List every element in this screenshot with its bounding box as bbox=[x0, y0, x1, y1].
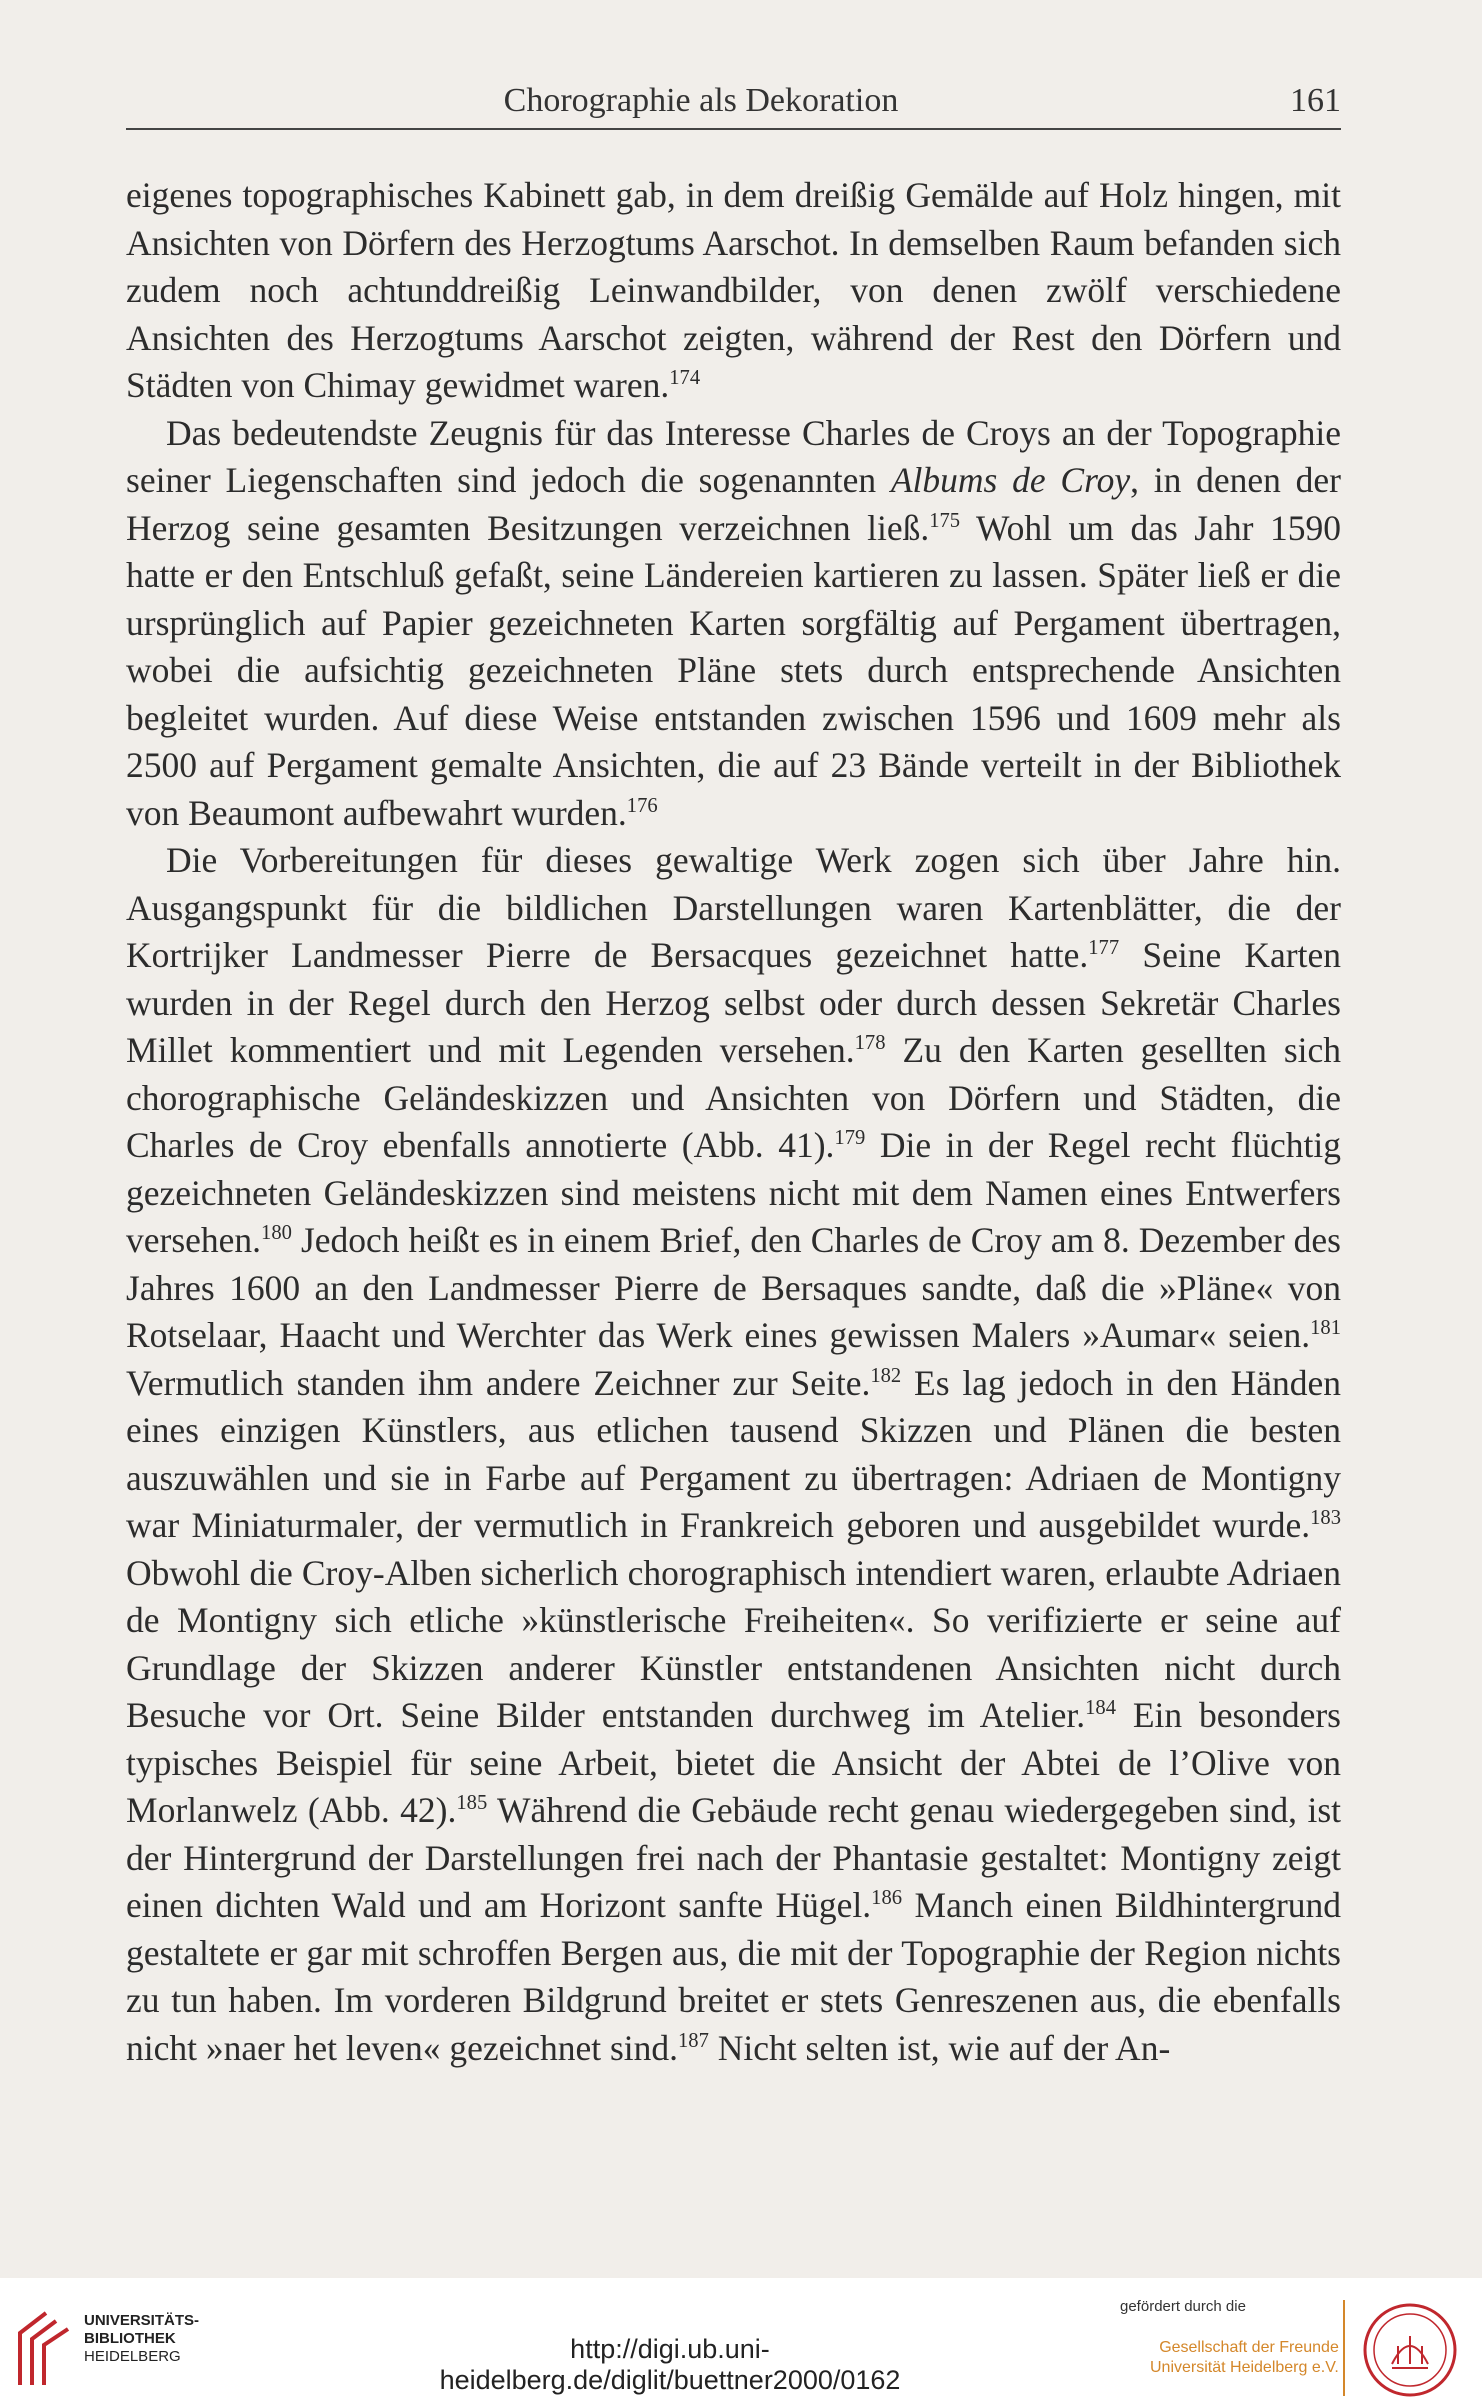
footnote-marker: 187 bbox=[678, 2029, 709, 2052]
university-seal-icon bbox=[1362, 2302, 1458, 2398]
footnote-marker: 175 bbox=[929, 509, 961, 532]
footnote-marker: 177 bbox=[1088, 937, 1120, 960]
footnote-marker: 179 bbox=[834, 1127, 866, 1150]
university-library-logo-icon bbox=[10, 2305, 76, 2387]
footnote-marker: 174 bbox=[669, 367, 701, 390]
paragraph bbox=[126, 410, 1341, 838]
text-run: Es lag jedoch in den Händen eines einzigen Künstlers, aus etlichen tausend Skizzen und Plänen die besten auszuwählen und sie in Farbe auf Pergament zu übertragen: Adriaen de Montigny war Miniaturmaler, der vermutlich in Frankreich geboren und ausgebildet wurde. bbox=[126, 1362, 1341, 1545]
footnote-marker: 180 bbox=[261, 1222, 292, 1245]
text-run: Die Vorbereitungen für dieses gewaltige Werk zogen sich über Jahre hin. Ausgangspunkt für die bildlichen Darstellungen waren Kartenblätter, die der Kortrijker Landmesser Pierre de Bersacques gezeichnet hatte. bbox=[126, 840, 1341, 975]
page-number: 161 bbox=[1290, 82, 1341, 119]
text-run: Manch einen Bildhintergrund gestaltete er gar mit schroffen Bergen aus, die mit der Topographie der Region nichts zu tun haben. Im vorderen Bildgrund breitet er stets Genreszenen aus, die ebenfalls nicht »naer het leven« gezeichnet sind. bbox=[126, 1885, 1342, 2068]
library-line-1: UNIVERSITÄTS- bbox=[84, 2312, 200, 2329]
text-run: Jedoch heißt es in einem Brief, den Charles de Croy am 8. Dezember des Jahres 1600 an den Landmesser Pierre de Bersaques sandte, daß die »Pläne« von Rotselaar, Haacht und Werchter das Werk eines gewissen Malers »Aumar« seien. bbox=[126, 1220, 1341, 1355]
footnote-marker: 184 bbox=[1085, 1697, 1116, 1720]
funded-by-label: gefördert durch die bbox=[1120, 2298, 1246, 2315]
body-text bbox=[126, 172, 1341, 2072]
footnote-marker: 178 bbox=[854, 1032, 886, 1055]
library-line-3: HEIDELBERG bbox=[84, 2348, 181, 2365]
footer-divider bbox=[1343, 2300, 1345, 2396]
text-run: Vermutlich standen ihm andere Zeichner zur Seite. bbox=[126, 1362, 871, 1403]
library-name bbox=[84, 2312, 199, 2366]
source-url-link[interactable]: http://digi.ub.uni-heidelberg.de/diglit/buettner2000/0162 bbox=[439, 2334, 901, 2395]
text-run: Seine Karten wurden in der Regel durch den Herzog selbst oder durch dessen Sekretär Charles Millet kommentiert und mit Legenden versehen. bbox=[126, 935, 1341, 1070]
text-run: Nicht selten ist, wie auf der An- bbox=[708, 2027, 1171, 2068]
footnote-marker: 181 bbox=[1310, 1317, 1341, 1340]
text-run: Wohl um das Jahr 1590 hatte er den Entschluß gefaßt, seine Ländereien kartieren zu lassen. Später ließ er die ursprünglich auf Papier gezeichneten Karten sorgfältig auf Pergament übertragen, wobei die aufsichtig gezeichneten Pläne stets durch entsprechende Ansichten begleitet wurden. Auf diese Weise entstanden zwischen 1596 und 1609 mehr als 2500 auf Pergament gemalte Ansichten, die auf 23 Bände verteilt in der Bibliothek von Beaumont aufbewahrt wurden. bbox=[126, 507, 1341, 833]
paragraph bbox=[126, 172, 1341, 410]
footnote-marker: 183 bbox=[1310, 1507, 1341, 1530]
footnote-marker: 186 bbox=[871, 1887, 903, 1910]
footnote-marker: 182 bbox=[870, 1364, 902, 1387]
society-line-1: Gesellschaft der Freunde bbox=[1159, 2339, 1339, 2356]
text-run: Während die Gebäude recht genau wiedergegeben sind, ist der Hintergrund der Darstellungen frei nach der Phantasie gestaltet: Montigny zeigt einen dichten Wald und am Horizont sanfte Hügel. bbox=[126, 1790, 1341, 1925]
italic-title: Albums de Croy bbox=[890, 460, 1131, 500]
text-run: Ein besonders typisches Beispiel für seine Arbeit, bietet die Ansicht der Abtei de l’Olive von Morlanwelz (Abb. 42). bbox=[126, 1695, 1342, 1830]
text-run: eigenes topographisches Kabinett gab, in dem dreißig Gemälde auf Holz hingen, mit Ansichten von Dörfern des Herzogtums Aarschot. In demselben Raum befanden sich zudem noch achtunddreißig Leinwandbilder, von denen zwölf verschiedene Ansichten des Herzogtums Aarschot zeigten, während der Rest den Dörfern und Städten von Chimay gewidmet waren. bbox=[126, 175, 1341, 405]
text-run: , in denen der Herzog seine gesamten Besitzungen verzeichnen ließ. bbox=[126, 460, 1341, 548]
footnote-marker: 176 bbox=[626, 794, 658, 817]
header-rule bbox=[126, 128, 1341, 130]
running-title: Chorographie als Dekoration bbox=[503, 82, 899, 119]
text-run: Die in der Regel recht flüchtig gezeichneten Geländeskizzen sind meistens nicht mit dem Namen eines Entwerfers versehen. bbox=[126, 1125, 1342, 1260]
text-run: Obwohl die Croy-Alben sicherlich chorographisch intendiert waren, erlaubte Adriaen de Montigny sich etliche »künstlerische Freiheiten«. So verifizierte er seine auf Grundlage der Skizzen anderer Künstler entstandenen Ansichten nicht durch Besuche vor Ort. Seine Bilder entstanden durchweg im Atelier. bbox=[126, 1552, 1341, 1735]
text-run: Das bedeutendste Zeugnis für das Interesse Charles de Croys an der Topographie seiner Liegenschaften sind jedoch die sogenannten bbox=[126, 412, 1341, 500]
text-run: Zu den Karten gesellten sich chorographische Geländeskizzen und Ansichten von Dörfern und Städten, die Charles de Croy ebenfalls annotierte (Abb. 41). bbox=[126, 1030, 1342, 1165]
society-line-2: Universität Heidelberg e.V. bbox=[1150, 2359, 1339, 2376]
footnote-marker: 185 bbox=[456, 1792, 488, 1815]
library-line-2: BIBLIOTHEK bbox=[84, 2330, 176, 2347]
running-header bbox=[126, 82, 1341, 126]
paragraph bbox=[126, 837, 1341, 2072]
society-name bbox=[1150, 2338, 1339, 2378]
